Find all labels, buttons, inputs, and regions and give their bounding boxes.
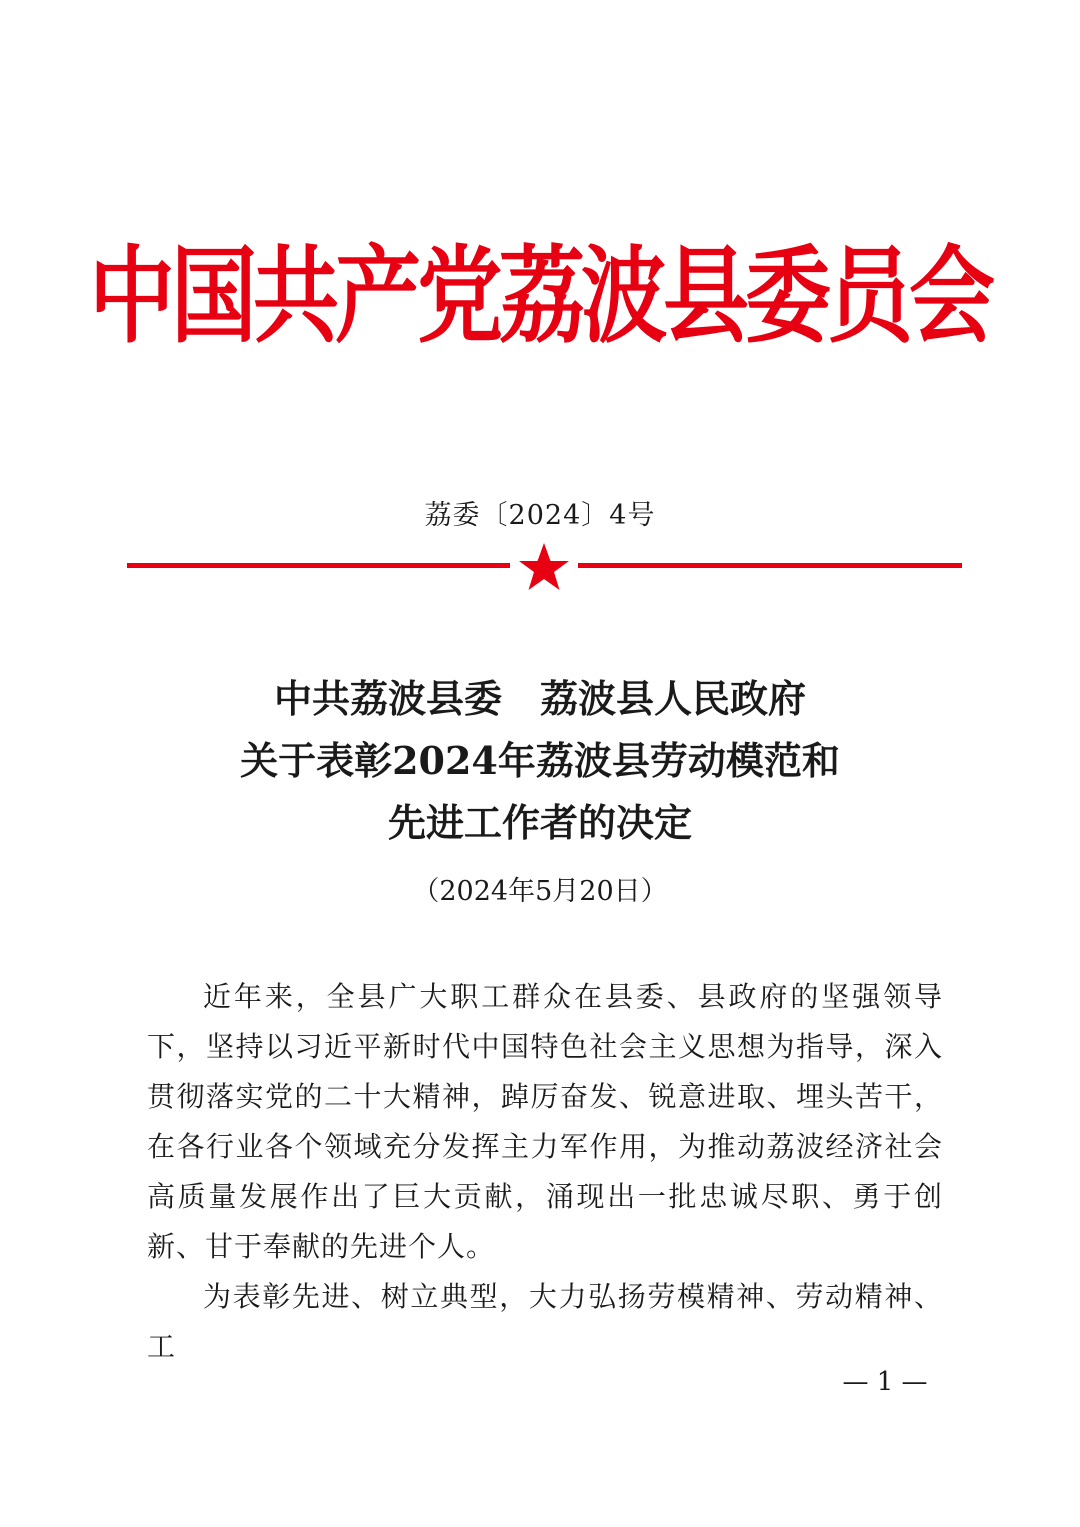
- title-line-3: 先进工作者的决定: [387, 800, 692, 845]
- page-number: — 1 —: [842, 1367, 928, 1397]
- body-paragraph-1: 近年来，全县广大职工群众在县委、县政府的坚强领导下，坚持以习近平新时代中国特色社会主义思想为指导，深入贯彻落实党的二十大精神，踔厉奋发、锐意进取、埋头苦干，在各行业各个领域充分发挥主力军作用，为推动荔波经济社会高质量发展作出了巨大贡献，涌现出一批忠诚尽职、勇于创新、甘于奉献的先进个人。: [147, 980, 943, 1263]
- document-number: 荔委〔2024〕4号: [424, 500, 656, 531]
- title-line-1: 中共荔波县委 荔波县人民政府: [273, 676, 806, 721]
- title-line-2: 关于表彰2024年荔波县劳动模范和: [240, 738, 840, 783]
- document-date: （2024年5月20日）: [412, 876, 668, 907]
- star-icon: [519, 543, 569, 590]
- divider-line-left: [127, 563, 510, 568]
- document-title: [0, 668, 1080, 854]
- masthead-title: 中国共产党荔波县委员会: [89, 236, 991, 359]
- divider-line-right: [578, 563, 962, 568]
- document-body: [147, 972, 943, 1372]
- body-paragraph-2: 为表彰先进、树立典型，大力弘扬劳模精神、劳动精神、工: [147, 1280, 943, 1363]
- red-divider: [127, 540, 962, 596]
